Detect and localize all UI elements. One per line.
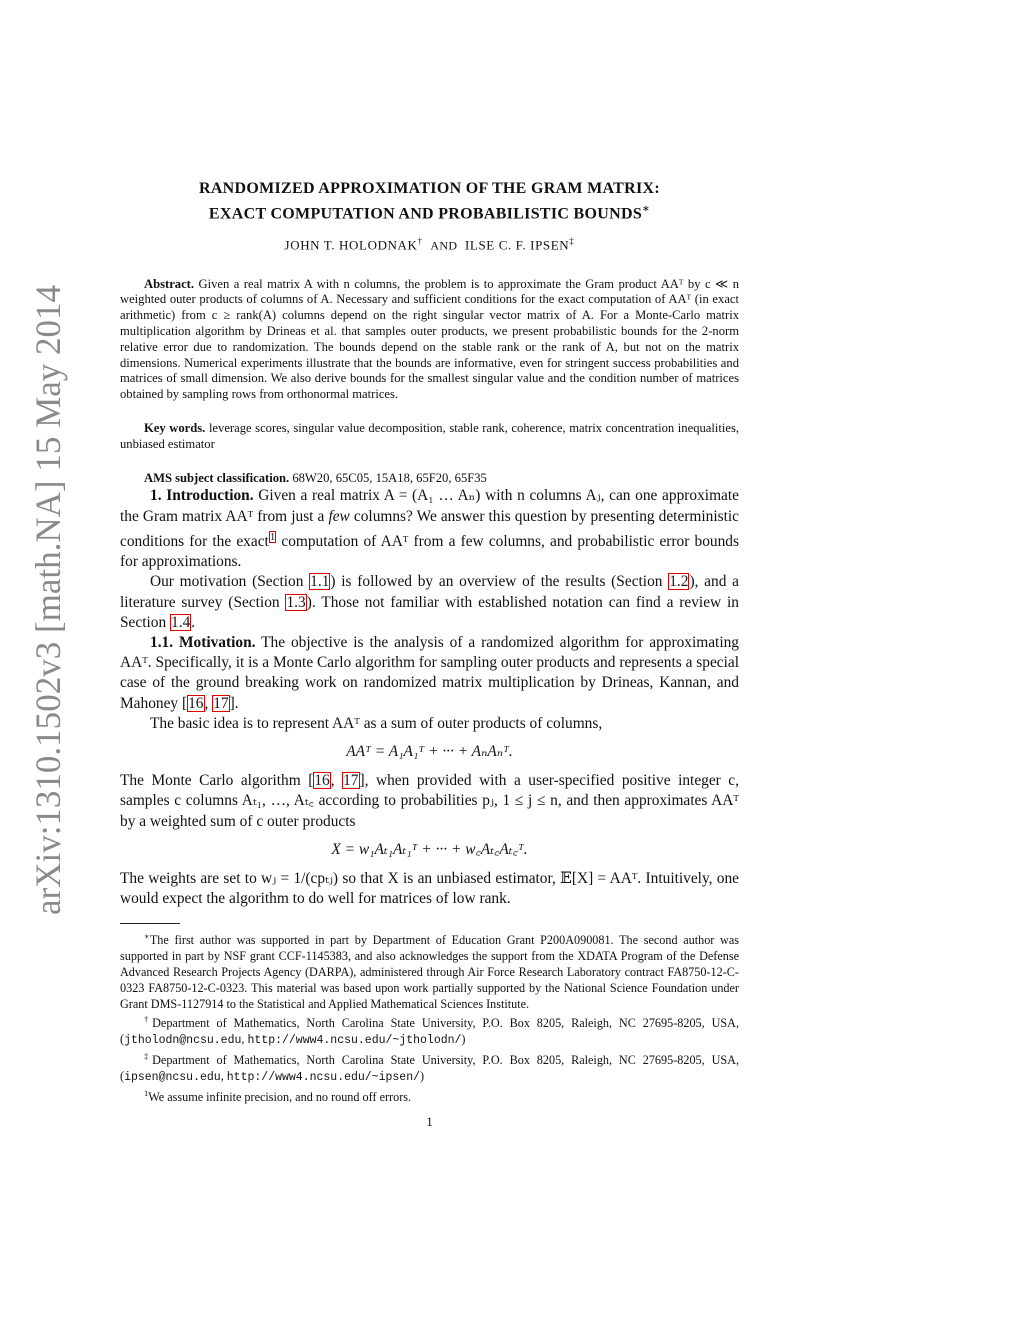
page-number: 1 bbox=[426, 1113, 433, 1129]
ref-section-1-1[interactable]: 1.1 bbox=[310, 573, 330, 591]
ref-citation-17[interactable]: 17 bbox=[213, 694, 229, 712]
footnote-rule bbox=[120, 923, 180, 924]
intro-paragraph-1: 1. Introduction. Given a real matrix A = (A₁ … Aₙ) with n columns Aⱼ, can one approximate the Gram matrix AAᵀ from just a few columns? We answer this question by presenting deterministic conditions for the exact$^1$ computation of AAᵀ from a few columns, and probabilistic error bounds for approximations. bbox=[120, 487, 740, 571]
ams-text: 68W20, 65C05, 15A18, 65F20, 65F35 bbox=[292, 470, 487, 485]
title-line-1: RANDOMIZED APPROXIMATION OF THE GRAM MATRIX: bbox=[198, 180, 661, 197]
footnote-star: ∗The first author was supported in part by Department of Education Grant P200A090081. The second author was supported in part by NSF grant CCF-1145383, and also acknowledges the support from the XDATA Program of the Defense Advanced Research Projects Agency (DARPA), administered through Air Force Research Laboratory contract FA8750-12-C-0323 FA8750-12-C-0323. This material was based upon work partially supported by the National Science Foundation under Grant DMS-1127914 to the Statistical and Applied Mathematical Sciences Institute. bbox=[120, 931, 739, 1011]
footnotes bbox=[120, 929, 739, 1105]
footnote-ddagger: ‡Department of Mathematics, North Carolina State University, P.O. Box 8205, Raleigh, NC 27695-8205, USA, (ipsen@ncsu.edu, http://www4.ncsu.edu/~ipsen/) bbox=[120, 1051, 739, 1084]
paper-page bbox=[120, 178, 739, 1130]
footnote-1-ref[interactable]: 1 bbox=[269, 530, 276, 543]
motivation-paragraph-3: The Monte Carlo algorithm [16, 17], when provided with a user-specified positive integer c, samples c columns Aₜ₁, …, Aₜ꜀ according to probabilities pⱼ, 1 ≤ j ≤ n, and then approximates AAᵀ by a weighted sum of c outer products bbox=[120, 772, 739, 830]
ams-classification bbox=[120, 471, 739, 487]
ref-citation-17b[interactable]: 17 bbox=[343, 772, 359, 790]
ref-citation-16[interactable]: 16 bbox=[188, 694, 204, 712]
author-2-mark: ‡ bbox=[569, 236, 575, 247]
email-holodnak[interactable]: jtholodn@ncsu.edu bbox=[124, 1034, 242, 1048]
title-line-2: EXACT COMPUTATION AND PROBABILISTIC BOUNDS∗ bbox=[208, 203, 651, 223]
paper-title bbox=[120, 178, 739, 224]
url-holodnak[interactable]: http://www4.ncsu.edu/~jtholodn/ bbox=[247, 1034, 462, 1048]
footnote-1: $^1$We assume infinite precision, and no round off errors. bbox=[144, 1087, 412, 1104]
motivation-paragraph-2: The basic idea is to represent AAᵀ as a sum of outer products of columns, bbox=[150, 714, 603, 732]
abstract-label: Abstract. bbox=[144, 276, 195, 291]
body-text bbox=[120, 486, 739, 909]
equation-estimator: X = w₁Aₜ₁Aₜ₁ᵀ + ··· + w꜀Aₜ꜀Aₜ꜀ᵀ. bbox=[331, 840, 528, 858]
section-1-1-heading: 1.1. Motivation. bbox=[150, 633, 256, 651]
keywords bbox=[120, 421, 739, 453]
intro-paragraph-2: Our motivation (Section 1.1) is followed by an overview of the results (Section 1.2), and a literature survey (Section 1.3). Those not familiar with established notation can find a review in Section 1.4. bbox=[120, 573, 739, 631]
email-ipsen[interactable]: ipsen@ncsu.edu bbox=[124, 1070, 221, 1084]
arxiv-stamp-text: arXiv:1310.1502v3 [math.NA] 15 May 2014 bbox=[28, 267, 68, 915]
keywords-label: Key words. bbox=[144, 421, 206, 436]
authors-and: AND bbox=[430, 238, 458, 253]
section-1-heading: 1. Introduction. bbox=[150, 487, 254, 505]
author-line bbox=[120, 236, 739, 253]
author-1-mark: † bbox=[417, 236, 423, 247]
keywords-text: leverage scores, singular value decomposition, stable rank, coherence, matrix concentration inequalities, unbiased estimator bbox=[120, 421, 740, 451]
arxiv-stamp bbox=[14, 0, 74, 1325]
abstract bbox=[120, 277, 739, 403]
equation-gram-sum: AAᵀ = A₁A₁ᵀ + ··· + AₙAₙᵀ. bbox=[346, 742, 513, 760]
author-1: JOHN T. HOLODNAK bbox=[284, 237, 418, 253]
motivation-paragraph-4: The weights are set to wⱼ = 1/(cpₜⱼ) so that X is an unbiased estimator, 𝔼[X] = AAᵀ. Intuitively, one would expect the algorithm to do well for matrices of low rank. bbox=[120, 870, 739, 908]
ref-section-1-4[interactable]: 1.4 bbox=[171, 613, 191, 631]
ref-section-1-3[interactable]: 1.3 bbox=[286, 593, 306, 611]
abstract-text: Given a real matrix A with n columns, the problem is to approximate the Gram product AAᵀ by c ≪ n weighted outer products of columns of A. Necessary and sufficient conditions for the exact computation of AAᵀ (in exact arithmetic) from c ≥ rank(A) columns depend on the right singular vector matrix of A. For a Monte-Carlo matrix multiplication algorithm by Drineas et al. that samples outer products, we present probabilistic bounds for the 2-norm relative error due to randomization. The bounds depend on the stable rank or the rank of A, but not on the matrix dimensions. Numerical experiments illustrate that the bounds are informative, even for stringent success probabilities and matrices of small dimension. We also derive bounds for the smallest singular value and the condition number of matrices obtained by sampling rows from orthonormal matrices. bbox=[120, 276, 740, 402]
motivation-paragraph-1: 1.1. Motivation. The objective is the analysis of a randomized algorithm for approximating AAᵀ. Specifically, it is a Monte Carlo algorithm for sampling outer products and represents a special case of the ground breaking work on randomized matrix multiplication by Drineas, Kannan, and Mahoney [16, 17]. bbox=[120, 633, 739, 712]
ref-section-1-2[interactable]: 1.2 bbox=[669, 573, 689, 591]
ams-label: AMS subject classification. bbox=[144, 470, 290, 485]
footnote-dagger: †Department of Mathematics, North Carolina State University, P.O. Box 8205, Raleigh, NC 27695-8205, USA, (jtholodn@ncsu.edu, http://www4.ncsu.edu/~jtholodn/) bbox=[120, 1014, 739, 1048]
url-ipsen[interactable]: http://www4.ncsu.edu/~ipsen/ bbox=[226, 1070, 421, 1084]
ref-citation-16b[interactable]: 16 bbox=[314, 772, 330, 790]
title-footnote-mark: ∗ bbox=[642, 203, 651, 215]
author-2: ILSE C. F. IPSEN bbox=[465, 237, 570, 253]
